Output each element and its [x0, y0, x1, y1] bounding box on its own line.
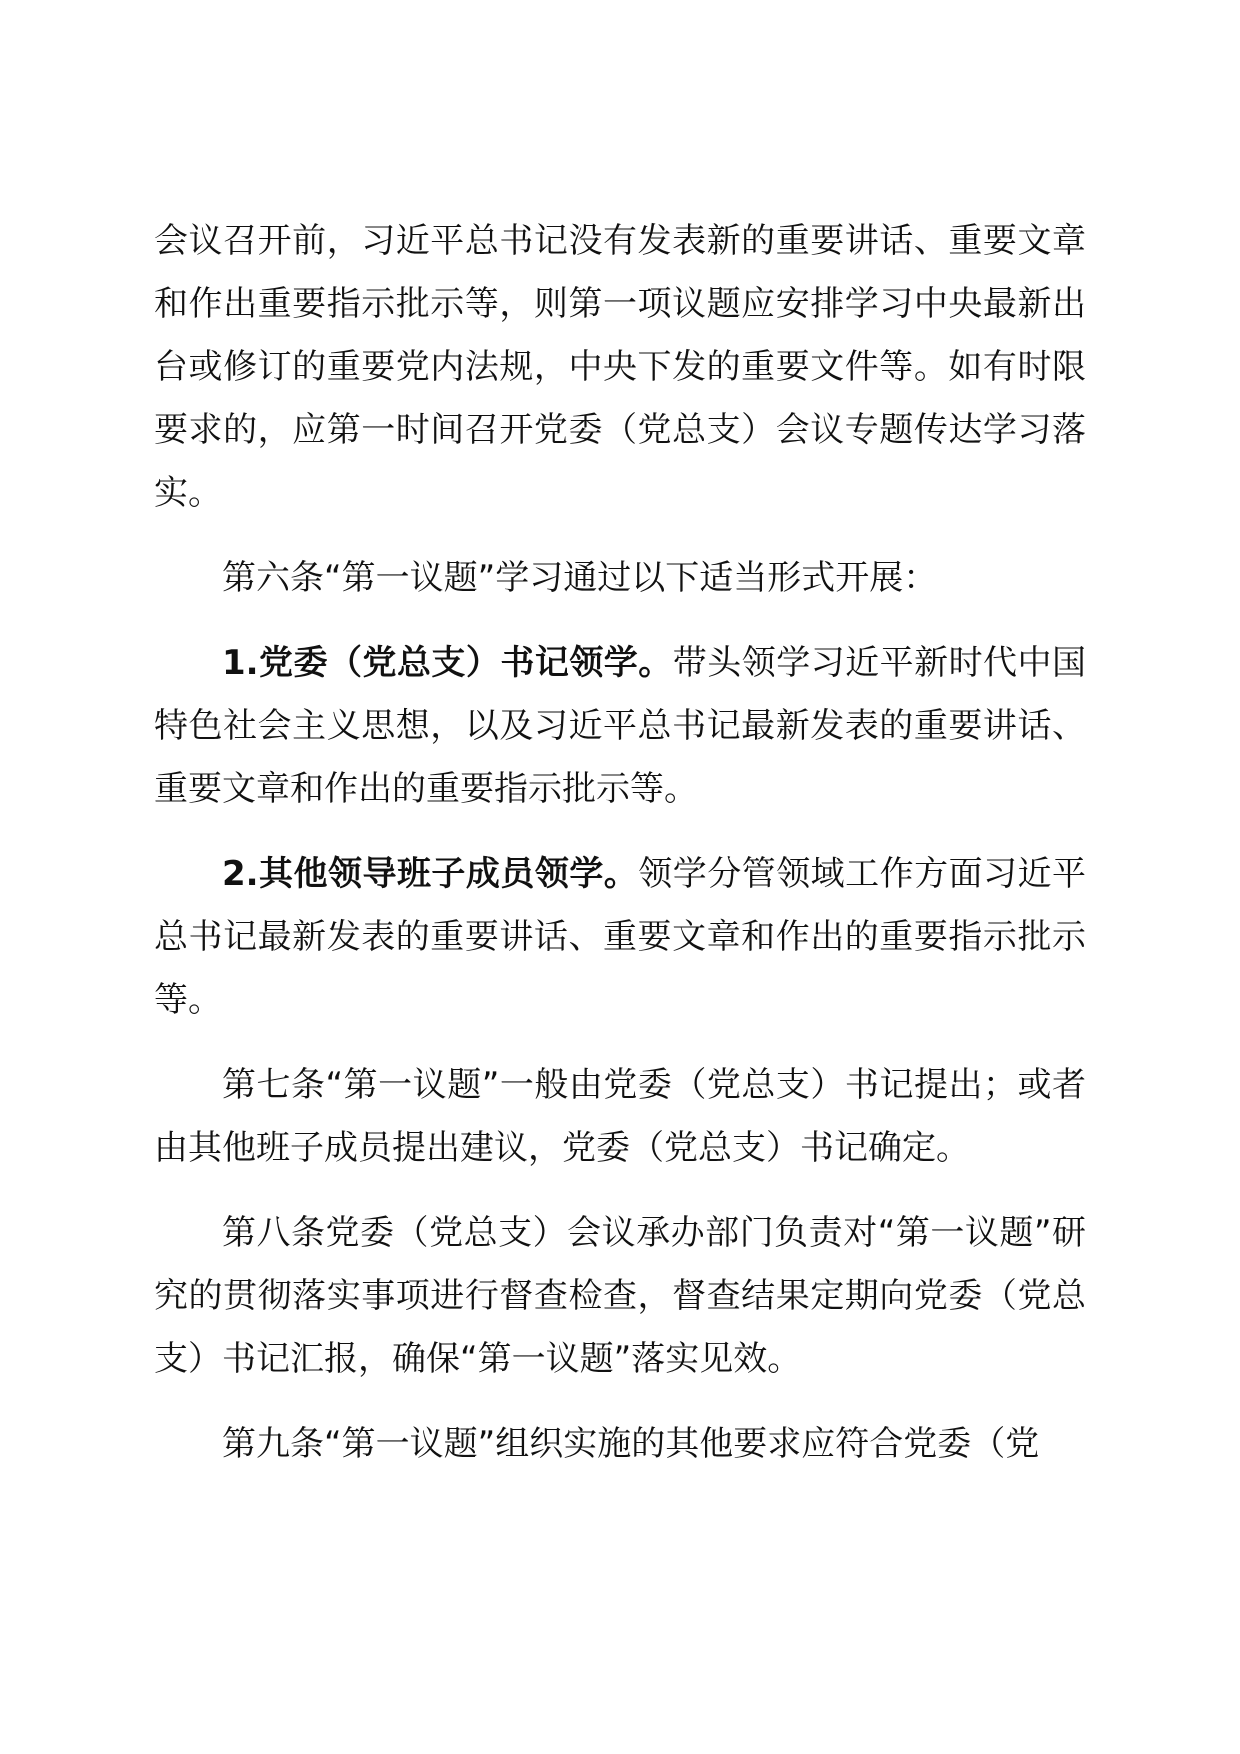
paragraph-text: 第九条“第一议题”组织实施的其他要求应符合党委（党 [222, 1424, 1040, 1464]
paragraph-article-6 [154, 547, 1086, 610]
paragraph-text: 第七条“第一议题”一般由党委（党总支）书记提出；或者由其他班子成员提出建议，党委（党总支）书记确定。 [154, 1065, 1086, 1168]
document-body [154, 210, 1086, 1498]
paragraph-text: 领学分管领域工作方面习近平总书记最新发表的重要讲话、重要文章和作出的重要指示批示等。 [154, 854, 1087, 1020]
paragraph-text: 第八条党委（党总支）会议承办部门负责对“第一议题”研究的贯彻落实事项进行督查检查，督查结果定期向党委（党总支）书记汇报，确保“第一议题”落实见效。 [154, 1213, 1086, 1379]
paragraph-text: 第六条“第一议题”学习通过以下适当形式开展： [222, 558, 938, 598]
paragraph-article-8 [154, 1202, 1086, 1391]
item-heading: 1.党委（党总支）书记领学。 [222, 643, 673, 683]
paragraph-item-1 [154, 632, 1086, 821]
paragraph-text: 会议召开前，习近平总书记没有发表新的重要讲话、重要文章和作出重要指示批示等，则第一项议题应安排学习中央最新出台或修订的重要党内法规，中央下发的重要文件等。如有时限要求的，应第一时间召开党委（党总支）会议专题传达学习落实。 [154, 221, 1086, 513]
item-heading: 2.其他领导班子成员领学。 [222, 854, 639, 894]
paragraph-item-2 [154, 843, 1086, 1032]
paragraph-text: 带头领学习近平新时代中国特色社会主义思想，以及习近平总书记最新发表的重要讲话、重要文章和作出的重要指示批示等。 [154, 643, 1086, 809]
paragraph-article-9 [154, 1413, 1086, 1476]
paragraph-article-7 [154, 1054, 1086, 1180]
paragraph-continuation [154, 210, 1086, 525]
